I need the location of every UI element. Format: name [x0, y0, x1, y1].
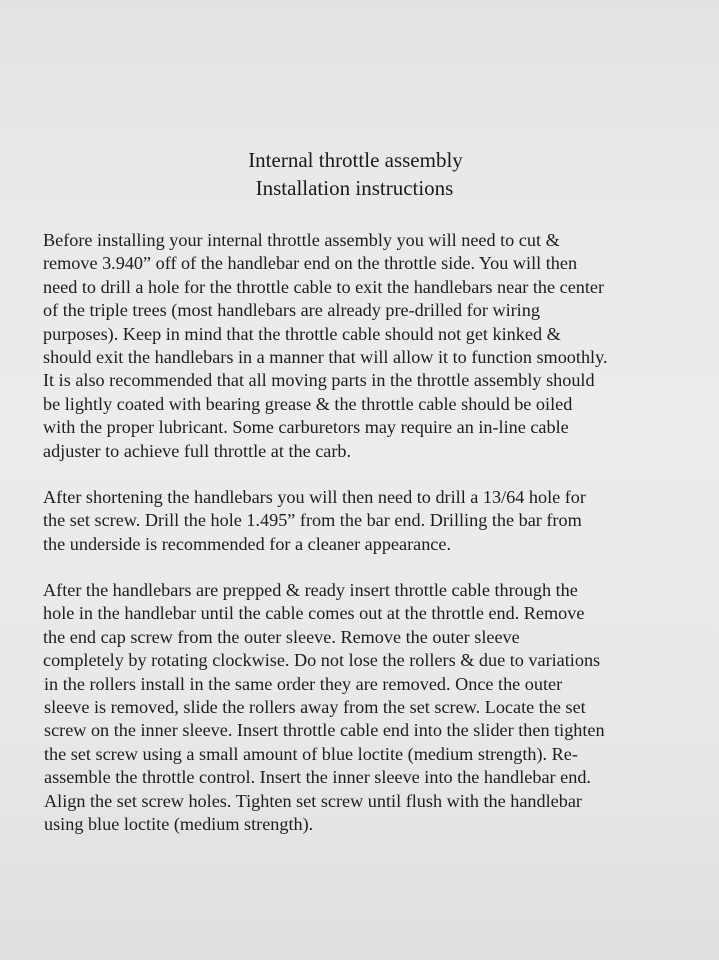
text-line: It is also recommended that all moving parts in the throttle assembly should	[43, 370, 595, 391]
text-line: of the triple trees (most handlebars are already pre-drilled for wiring	[43, 300, 540, 321]
paragraph-assembly	[43, 579, 683, 836]
title-line-2: Installation instructions	[255, 176, 454, 200]
text-line: After shortening the handlebars you will then need to drill a 13/64 hole for	[43, 487, 586, 507]
text-line: hole in the handlebar until the cable comes out at the throttle end. Remove	[43, 603, 585, 624]
text-line: the end cap screw from the outer sleeve. Remove the outer sleeve	[43, 626, 520, 647]
text-line: the set screw. Drill the hole 1.495” from the bar end. Drilling the bar from	[43, 510, 582, 531]
text-line: Align the set screw holes. Tighten set screw until flush with the handlebar	[44, 790, 582, 811]
text-line: After the handlebars are prepped & ready insert throttle cable through the	[43, 580, 578, 600]
text-line: the set screw using a small amount of blue loctite (medium strength). Re-	[44, 743, 578, 764]
text-line: in the rollers install in the same order they are removed. Once the outer	[44, 673, 563, 694]
text-line: need to drill a hole for the throttle cable to exit the handlebars near the center	[43, 276, 605, 297]
text-line: should exit the handlebars in a manner that will allow it to function smoothly.	[43, 347, 608, 368]
paragraph-preparation	[43, 229, 683, 463]
text-line: completely by rotating clockwise. Do not lose the rollers & due to variations	[43, 650, 601, 671]
text-line: with the proper lubricant. Some carburetors may require an in-line cable	[43, 417, 569, 438]
document-title	[0, 146, 719, 202]
text-line: adjuster to achieve full throttle at the carb.	[43, 440, 352, 461]
text-line: be lightly coated with bearing grease & the throttle cable should be oiled	[43, 393, 573, 414]
title-line-1: Internal throttle assembly	[248, 148, 463, 172]
text-line: Before installing your internal throttle assembly you will need to cut &	[43, 230, 560, 250]
text-line: purposes). Keep in mind that the throttle cable should not get kinked &	[43, 323, 561, 344]
text-line: sleeve is removed, slide the rollers away from the set screw. Locate the set	[44, 697, 586, 718]
text-line: assemble the throttle control. Insert the inner sleeve into the handlebar end.	[44, 767, 591, 788]
text-line: the underside is recommended for a cleaner appearance.	[43, 533, 451, 554]
text-line: using blue loctite (medium strength).	[44, 814, 314, 835]
paragraph-drilling	[43, 486, 683, 556]
text-line: screw on the inner sleeve. Insert throttle cable end into the slider then tighten	[44, 720, 605, 741]
text-line: remove 3.940” off of the handlebar end on the throttle side. You will then	[43, 253, 578, 274]
